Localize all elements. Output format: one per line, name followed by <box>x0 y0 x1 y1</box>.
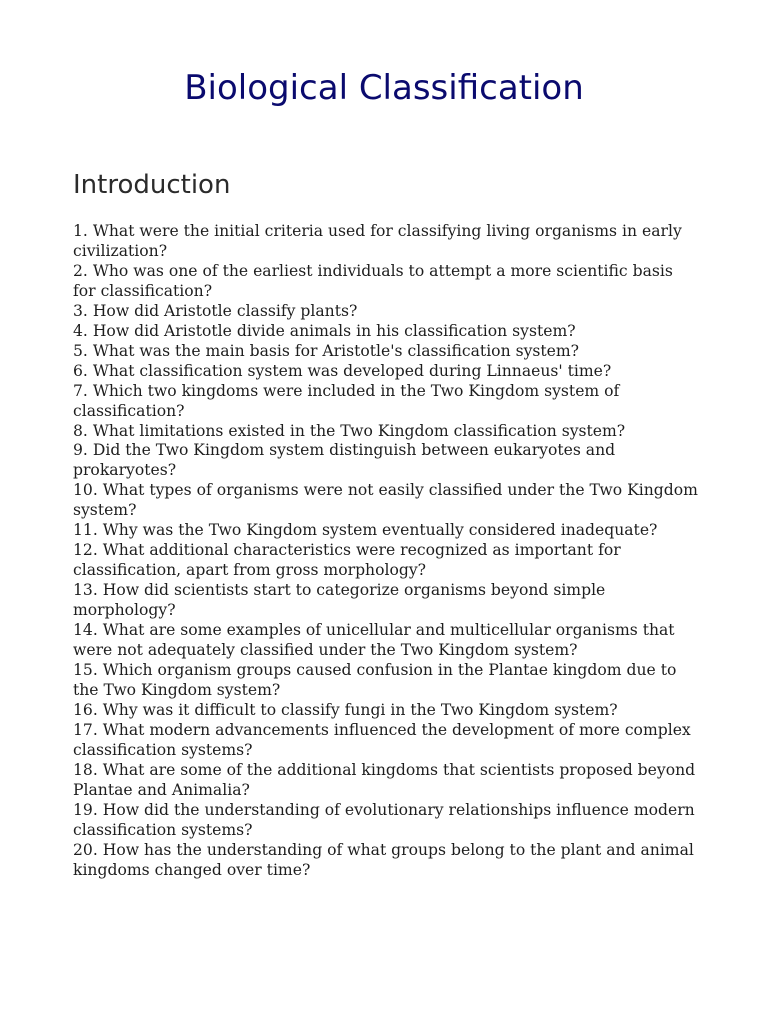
question-list <box>73 222 699 880</box>
section-heading-introduction: Introduction <box>73 170 231 200</box>
question-item: 19. How did the understanding of evolutionary relationships influence modern classification systems? <box>73 800 695 839</box>
question-item: 9. Did the Two Kingdom system distinguish between eukaryotes and prokaryotes? <box>73 441 616 480</box>
question-item: 20. How has the understanding of what groups belong to the plant and animal kingdoms changed over time? <box>73 840 694 879</box>
question-item: 11. Why was the Two Kingdom system eventually considered inadequate? <box>73 521 658 540</box>
question-item: 3. How did Aristotle classify plants? <box>73 301 358 320</box>
question-item: 5. What was the main basis for Aristotle's classification system? <box>73 341 580 360</box>
question-item: 12. What additional characteristics were recognized as important for classification, apart from gross morphology? <box>73 541 621 580</box>
question-item: 17. What modern advancements influenced the development of more complex classification systems? <box>73 720 691 759</box>
question-item: 14. What are some examples of unicellular and multicellular organisms that were not adequately classified under the Two Kingdom system? <box>73 621 675 660</box>
question-item: 1. What were the initial criteria used for classifying living organisms in early civilization? <box>73 222 682 260</box>
question-item: 2. Who was one of the earliest individuals to attempt a more scientific basis for classification? <box>73 261 673 300</box>
question-item: 8. What limitations existed in the Two Kingdom classification system? <box>73 421 626 440</box>
question-item: 18. What are some of the additional kingdoms that scientists proposed beyond Plantae and Animalia? <box>73 760 696 799</box>
question-item: 4. How did Aristotle divide animals in his classification system? <box>73 321 576 340</box>
question-item: 15. Which organism groups caused confusion in the Plantae kingdom due to the Two Kingdom system? <box>73 660 677 699</box>
question-item: 10. What types of organisms were not easily classified under the Two Kingdom system? <box>73 481 698 520</box>
document-title: Biological Classification <box>184 68 584 108</box>
question-item: 7. Which two kingdoms were included in the Two Kingdom system of classification? <box>73 381 620 420</box>
question-item: 13. How did scientists start to categorize organisms beyond simple morphology? <box>73 581 606 620</box>
question-item: 16. Why was it difficult to classify fungi in the Two Kingdom system? <box>73 700 618 719</box>
question-item: 6. What classification system was developed during Linnaeus' time? <box>73 361 612 380</box>
